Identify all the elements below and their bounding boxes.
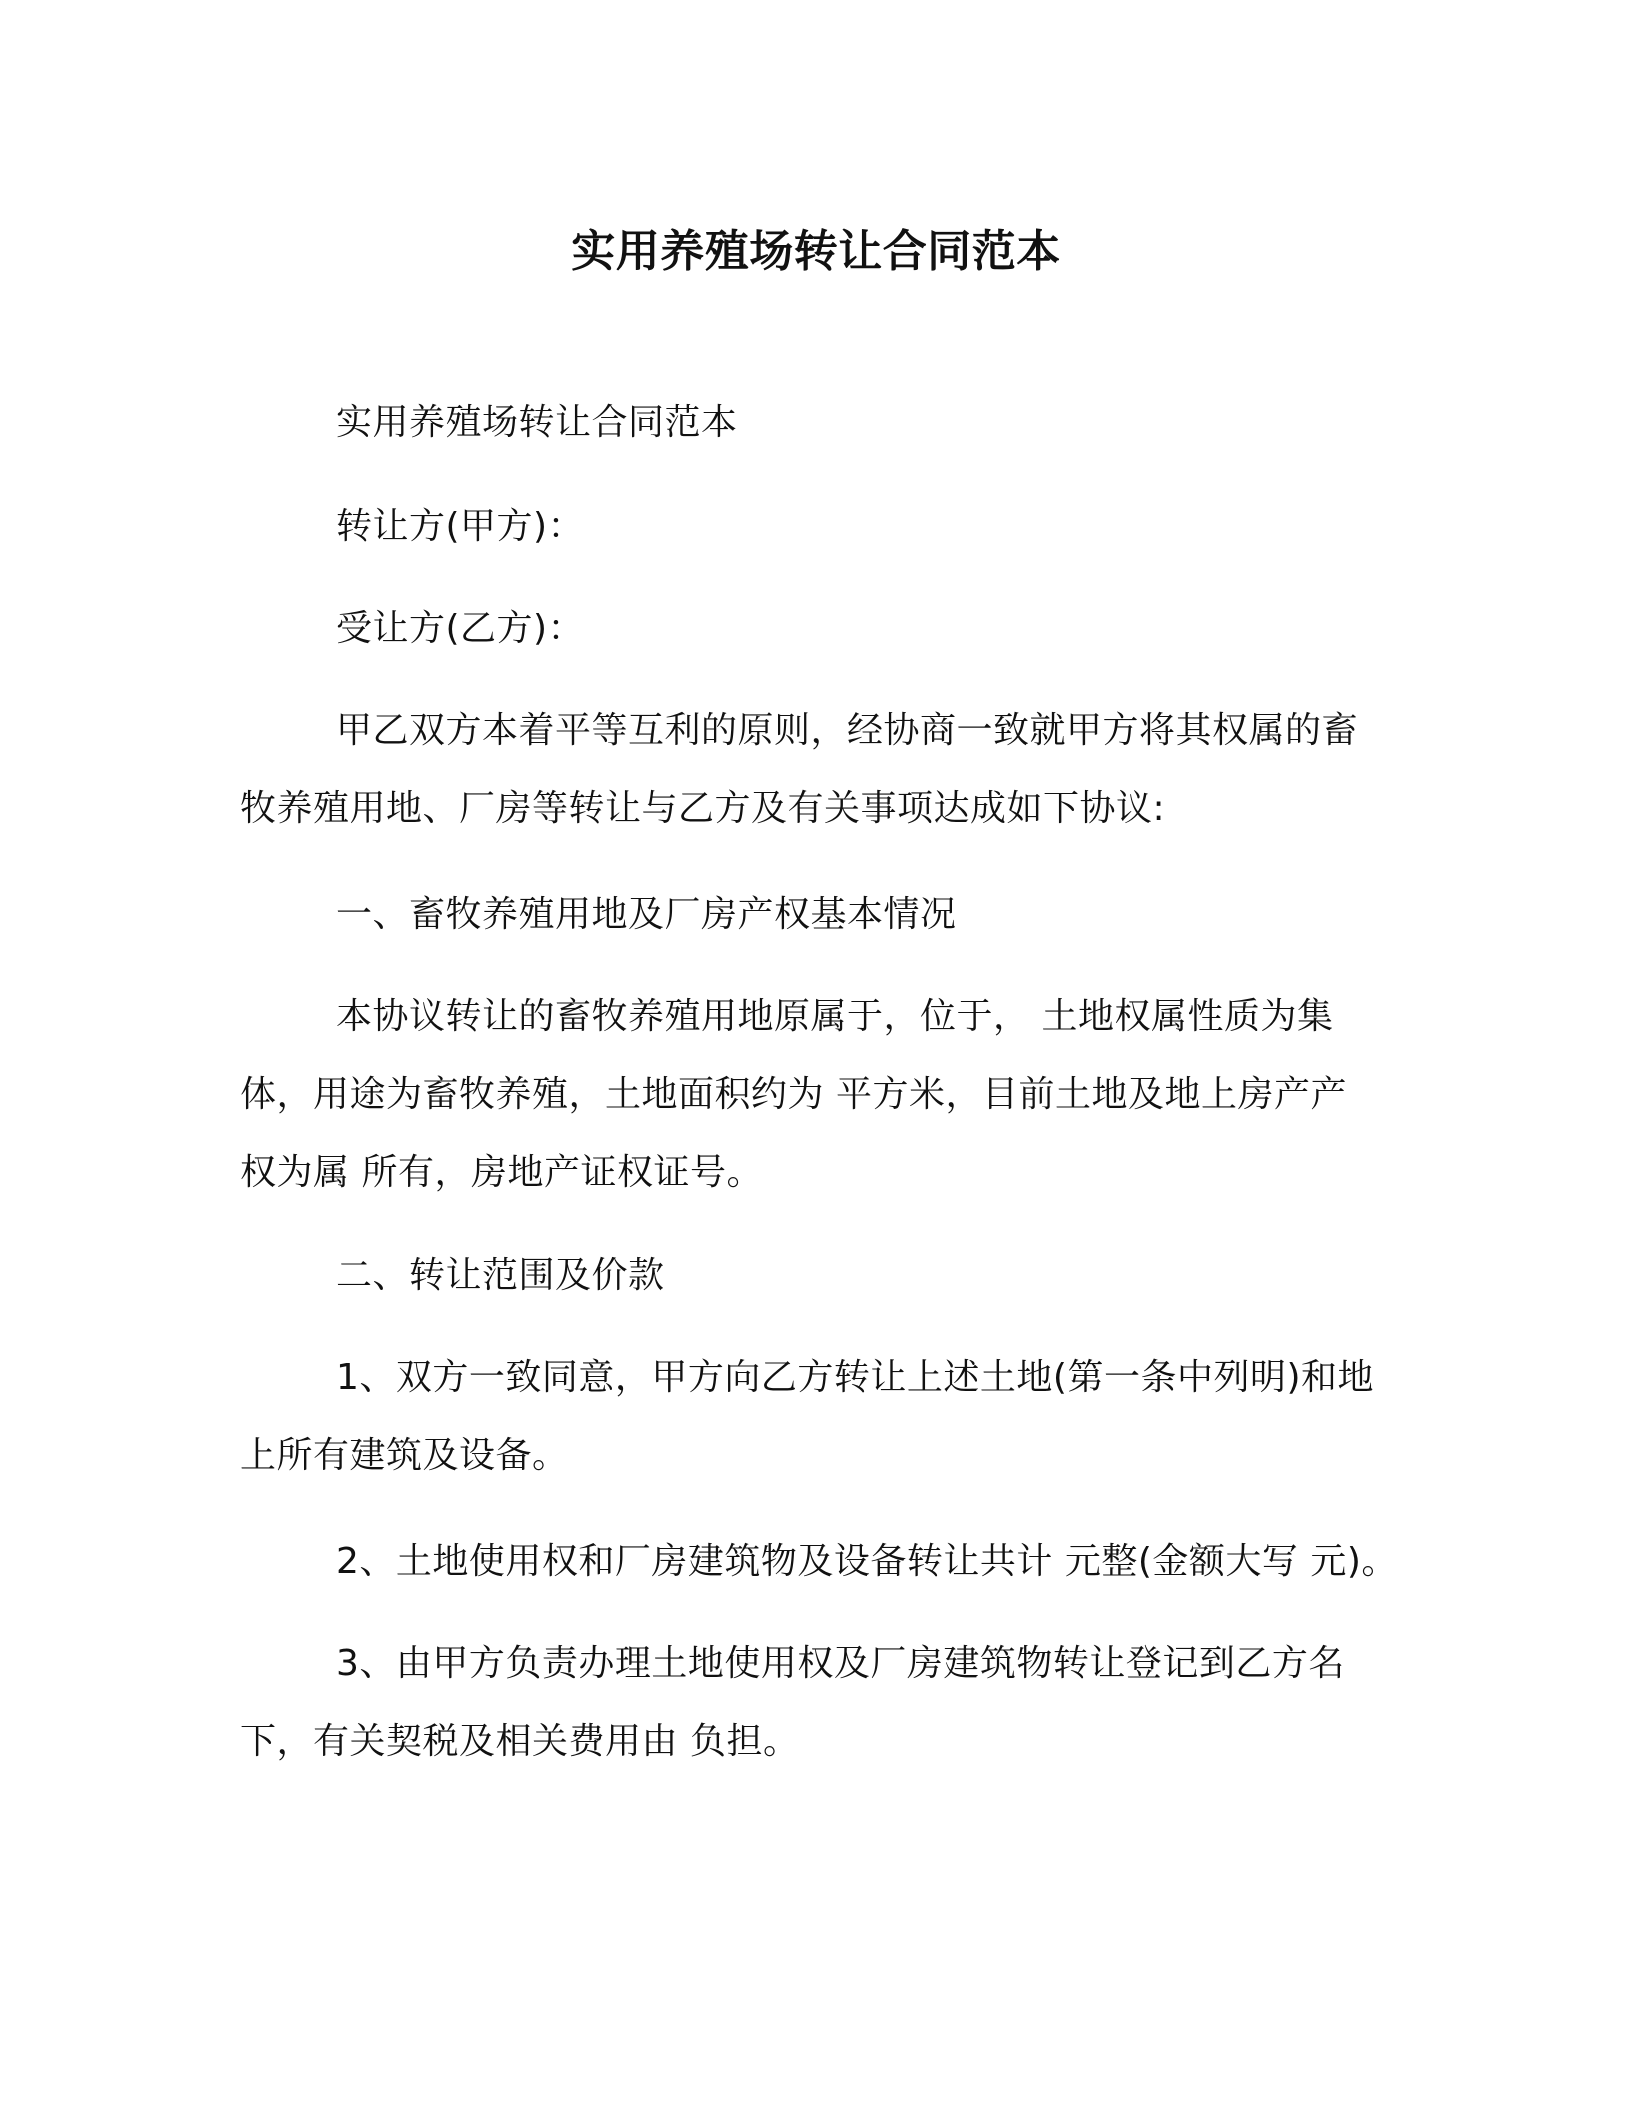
- clause-three-paragraph: 3、由甲方负责办理土地使用权及厂房建筑物转让登记到乙方名下，有关契税及相关费用由 负担。: [240, 1643, 1345, 1762]
- section-one-heading: 一、畜牧养殖用地及厂房产权基本情况: [336, 894, 957, 935]
- section-one-paragraph: 本协议转让的畜牧养殖用地原属于，位于， 土地权属性质为集体，用途为畜牧养殖，土地面积约为 平方米，目前土地及地上房产产权为属 所有，房地产证权证号。: [240, 996, 1347, 1193]
- transferor-line: 转让方(甲方)：: [336, 506, 585, 547]
- document-title: 实用养殖场转让合同范本: [571, 226, 1061, 277]
- intro-paragraph: 甲乙双方本着平等互利的原则，经协商一致就甲方将其权属的畜牧养殖用地、厂房等转让与乙方及有关事项达成如下协议:: [240, 710, 1359, 829]
- transferee-line: 受让方(乙方)：: [336, 608, 585, 649]
- subtitle-paragraph: 实用养殖场转让合同范本: [336, 402, 738, 443]
- clause-one-paragraph: 1、双方一致同意，甲方向乙方转让上述土地(第一条中列明)和地上所有建筑及设备。: [240, 1357, 1374, 1476]
- section-two-heading: 二、转让范围及价款: [336, 1255, 665, 1296]
- clause-two-paragraph: 2、土地使用权和厂房建筑物及设备转让共计 元整(金额大写 元)。: [336, 1541, 1398, 1582]
